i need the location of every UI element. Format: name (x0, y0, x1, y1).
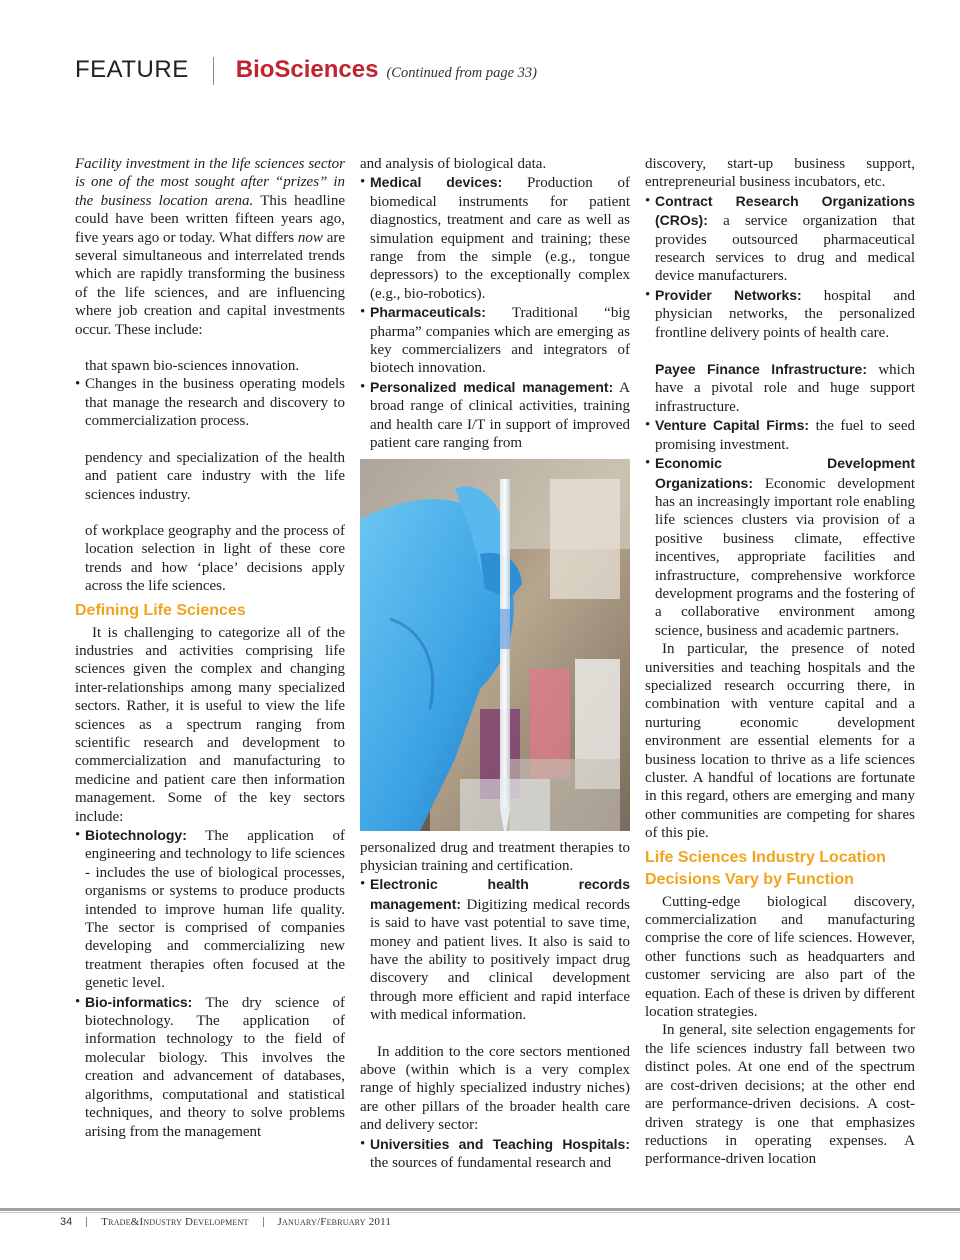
column-1 (75, 155, 345, 1141)
universities-label: Universities and Teaching Hospitals: (370, 1135, 630, 1152)
column-2 (360, 155, 630, 1172)
venture-capital-text: the fuel to seed promising investment. (655, 418, 916, 453)
venture-capital-label: Venture Capital Firms: (655, 417, 810, 434)
list-fragment-3: of workplace geography and the process of location selection in light of these core trends and how ‘place’ decisions apply across the life sciences. (85, 522, 345, 595)
provider-networks-text: hospital and physician networks, the personalized frontline delivery points of health care. (655, 287, 916, 341)
universities-text: the sources of fundamental research and (370, 1155, 612, 1171)
pharmaceuticals-label: Pharmaceuticals: (370, 304, 486, 321)
subhead-defining-life-sciences: Defining Life Sciences (75, 601, 246, 619)
electronic-health-records-label: Electronic health records management: (370, 876, 630, 912)
payee-finance-text: which have a pivotal role and huge support infrastructure. (655, 362, 915, 415)
list-item-biotechnology (75, 826, 345, 993)
section-title: BioSciences (235, 56, 379, 83)
column-3 (645, 155, 915, 1169)
list-item-provider-networks (645, 286, 915, 342)
lab-pipette-photo (360, 459, 630, 831)
continuation-text: and analysis of biological data. (360, 156, 547, 172)
header-divider (213, 57, 214, 85)
page-header (75, 56, 537, 86)
personalized-medical-management-label: Personalized medical management: (370, 378, 614, 395)
biotechnology-text: The application of engineering and technology to life sciences - includes the use of biological processes, organisms or systems to produce products intended to improve human life quality. The sector is comprised of companies developing and commercializing new treatment therapies often focused at the genetic level. (85, 828, 345, 992)
intro-text-a: This headline could have been written fifteen years ago, five years ago or today. What differs (75, 192, 345, 246)
page-footer (60, 1216, 391, 1228)
footer-divider (263, 1217, 264, 1227)
economic-development-text: Economic development has an increasingly important role enabling life sciences clusters via provision of a positive business climate, effective incentives, appropriate facilities and infrastructure, comprehensive workforce development programs and the fostering of a collaborative environment among science, business and academic partners. (655, 475, 915, 639)
bio-informatics-label: Bio-informatics: (85, 993, 193, 1010)
list-item-economic-development (645, 454, 915, 640)
cutting-edge-paragraph: Cutting-edge biological discovery, commercialization and manufacturing comprise the core of life sciences. However, other functions such as headquarters and customer servicing are also part of the equation. Each of these is driven by different location strategies. (645, 893, 915, 1021)
footer-rule (0, 1208, 960, 1211)
list-item-electronic-health-records (360, 875, 630, 1024)
personalized-medical-management-text: A broad range of clinical activities, training and health care I/T in support of improved patient care ranging from (370, 379, 630, 452)
defining-paragraph: It is challenging to categorize all of the industries and activities comprising life sciences given the complex and changing inter-relationships among many specialized sectors. Rather, it is useful to view the life sciences as a spectrum ranging from scientific research and development to commercialization and manufacturing to medicine and patient care then information management. Some of the key sectors include: (75, 624, 345, 825)
intro-paragraph (75, 155, 345, 339)
list-item-medical-devices (360, 173, 630, 303)
biotechnology-label: Biotechnology: (85, 827, 187, 843)
continued-note: (Continued from page 33) (386, 65, 537, 81)
list-fragment-1: that spawn bio-sciences innovation. (85, 358, 300, 375)
electronic-health-records-text: Digitizing medical records is said to have vast potential to save time, money and patient lives. It also is said to have the ability to positively impact drug discovery and clinical development through more efficient and rapid interface with medical information. (370, 896, 630, 1024)
footer-divider (86, 1217, 87, 1227)
pharmaceuticals-text: Traditional “big pharma” companies which are emerging as key commercializers and integrators of biotech innovation. (370, 305, 630, 377)
footer-rule-thin (0, 1212, 960, 1213)
issue-date: January/February 2011 (277, 1216, 392, 1228)
list-item-personalized-medical-management (360, 378, 630, 453)
medical-devices-text: Production of biomedical instruments for patient diagnostics, treatment and care as well as simulation equipment and training; these range from the simple (e.g., tongue depressors) to the exceptionally complex (e.g., bio-robotics). (370, 175, 631, 302)
list-item-venture-capital (645, 416, 915, 454)
publication-name: Trade&Industry Development (101, 1216, 249, 1228)
feature-kicker: FEATURE (75, 56, 189, 83)
bio-informatics-text: The dry science of biotechnology. The application of information technology to the field of molecular biology. This involves the creation and advancement of databases, algorithms, computational and statistical techniques, and theory to solve problems arising from the management (85, 994, 345, 1140)
provider-networks-label: Provider Networks: (655, 286, 802, 303)
page-number: 34 (60, 1216, 73, 1228)
list-item-payee-finance (645, 360, 915, 416)
payee-finance-label: Payee Finance Infrastructure: (655, 361, 867, 378)
intro-text-b: are several simultaneous and interrelated trends which are rapidly transforming the business of the life sciences, and are influencing where job creation and capital investments occur. These include: (75, 229, 346, 338)
additional-pillars-paragraph: In addition to the core sectors mentioned above (within which is a very complex range of highly specialized industry niches) are other pillars of the broader health care and delivery sector: (360, 1043, 630, 1134)
list-item-cros (645, 192, 915, 286)
list-item-pharmaceuticals (360, 303, 630, 378)
continuation-text: discovery, start-up business support, entrepreneurial business incubators, etc. (645, 156, 915, 191)
medical-devices-label: Medical devices: (370, 174, 503, 191)
economic-development-label: Economic Development Organizations: (655, 455, 915, 491)
subhead-location-decisions: Life Sciences Industry Location Decisions Vary by Function (645, 848, 886, 888)
cros-label: Contract Research Organizations (CROs): (655, 192, 915, 229)
site-selection-paragraph: In general, site selection engagements for the life sciences industry fall between two distinct poles. At one end of the spectrum are cost-driven decisions; at the other end are performance-driven decisions. A cost-driven strategy is one that emphasizes reductions in operating expenses. A performance-driven location (645, 1022, 915, 1168)
list-item-universities (360, 1135, 630, 1173)
list-item-operating-models: • Changes in the business operating models that manage the research and discovery to commercialization process. (75, 375, 345, 430)
cros-text: a service organization that provides outsourced pharmaceutical research services to drug and medical device manufacturers. (655, 213, 915, 285)
particular-paragraph: In particular, the presence of noted universities and teaching hospitals and the specialized research occurring there, in combination with venture capital and a nurturing economic development environment are essential elements for a business location to thrive as a life sciences cluster. A handful of locations are fortunate in this regard, others are emerging and many other communities are competing for shares of this pie. (645, 641, 915, 842)
after-photo-text: personalized drug and treatment therapies to physician training and certification. (360, 839, 630, 874)
intro-emphasis: now (297, 229, 323, 246)
lead-text: Facility investment in the life sciences sector is one of the most sought after “prizes” in the business location arena. (75, 156, 345, 209)
list-fragment-2: pendency and specialization of the health and patient care industry with the life sciences industry. (85, 449, 345, 503)
list-item-bio-informatics (75, 993, 345, 1141)
